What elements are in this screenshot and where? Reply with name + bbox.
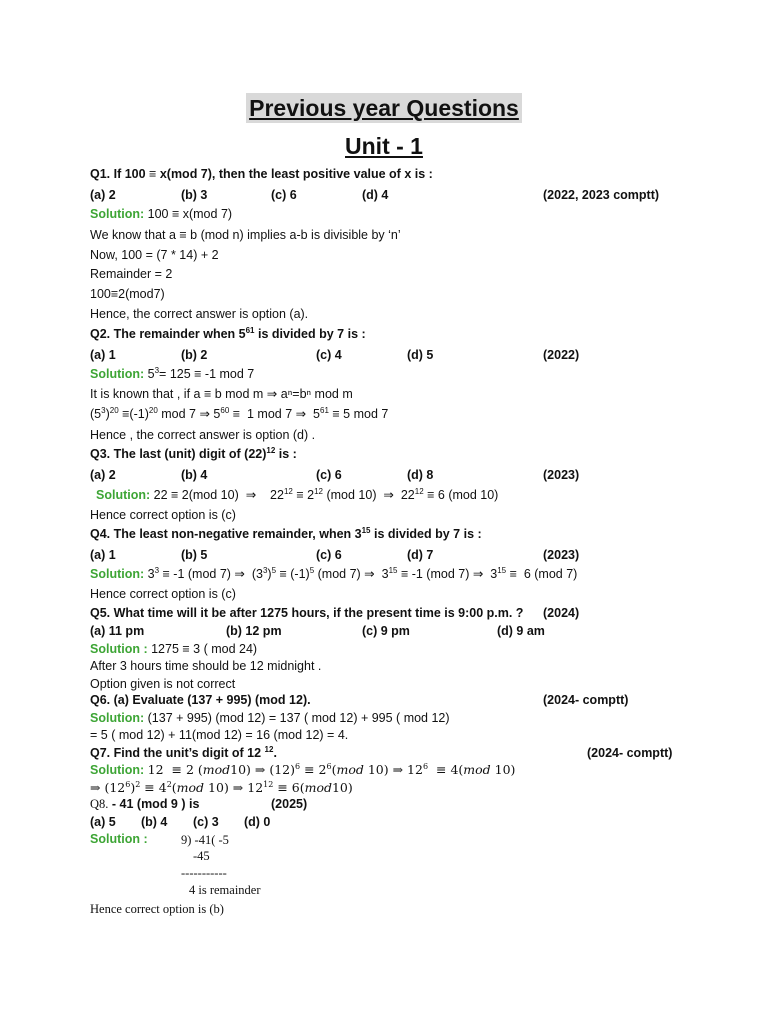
q4-option-c: (c) 6 — [316, 548, 342, 562]
q8-option-d: (d) 0 — [244, 815, 271, 829]
q1-year: (2022, 2023 comptt) — [543, 188, 660, 202]
q5-solution: Solution : 1275 ≡ 3 ( mod 24) — [90, 642, 258, 656]
q4-option-a: (a) 1 — [90, 548, 116, 562]
q8-option-a: (a) 5 — [90, 815, 116, 829]
q5-line: After 3 hours time should be 12 midnight . — [90, 659, 322, 673]
q3-option-a: (a) 2 — [90, 468, 116, 482]
q1-question: Q1. If 100 ≡ x(mod 7), then the least positive value of x is : — [90, 167, 433, 181]
q2-line: Hence , the correct answer is option (d) . — [90, 428, 316, 442]
q7-year: (2024- comptt) — [587, 746, 673, 760]
q2-option-b: (b) 2 — [181, 348, 208, 362]
q4-option-d: (d) 7 — [407, 548, 434, 562]
q5-option-d: (d) 9 am — [497, 624, 545, 638]
q1-line: We know that a ≡ b (mod n) implies a-b is divisible by ‘n’ — [90, 228, 401, 242]
q2-solution: Solution: $5^3= 125 \equiv -1$ mod 7 — [90, 366, 255, 381]
unit-heading: Unit - 1 — [345, 133, 423, 159]
q3-solution: Solution: 22 ≡ 2(mod 10) ⇒ $22^{12} \equiv 2^{12}$ (mod 10) ⇒ $22^{12} \equiv 6$ (mod 10) — [96, 487, 499, 502]
page-title: Previous year Questions — [246, 93, 522, 123]
q6-solution: Solution: (137 + 995) (mod 12) = 137 ( mod 12) + 995 ( mod 12) — [90, 711, 450, 725]
q6-question: Q6. (a) Evaluate (137 + 995) (mod 12). — [90, 693, 311, 707]
q8-work-line: 4 is remainder — [189, 883, 261, 897]
q6-line: = 5 ( mod 12) + 11(mod 12) = 16 (mod 12) = 4. — [90, 728, 349, 742]
q1-option-d: (d) 4 — [362, 188, 389, 202]
q8-line: Hence correct option is (b) — [90, 902, 224, 916]
q8-solution-label: Solution : — [90, 832, 148, 846]
title-container — [0, 93, 768, 123]
q4-line: Hence correct option is (c) — [90, 587, 236, 601]
q5-question: Q5. What time will it be after 1275 hours, if the present time is 9:00 p.m. ? — [90, 606, 524, 620]
q1-option-a: (a) 2 — [90, 188, 116, 202]
q8-option-c: (c) 3 — [193, 815, 219, 829]
q5-year: (2024) — [543, 606, 580, 620]
q3-option-b: (b) 4 — [181, 468, 208, 482]
q7-question: Q7. Find the unit’s digit of 12 $^{12}$. — [90, 745, 277, 760]
q2-option-a: (a) 1 — [90, 348, 116, 362]
q1-line: Now, 100 = (7 * 14) + 2 — [90, 248, 219, 262]
q1-option-b: (b) 3 — [181, 188, 208, 202]
q2-line: $(5^3)^{20} \equiv(-1)^{20}$ mod 7 ⇒ $5^{60} \equiv 1$ mod 7 ⇒ $5^{61} \equiv 5$ mod 7 — [90, 406, 389, 421]
q1-line: Remainder = 2 — [90, 267, 173, 281]
q4-year: (2023) — [543, 548, 580, 562]
q8-question: Q8. - 41 (mod 9 ) is — [90, 797, 200, 811]
q2-option-c: (c) 4 — [316, 348, 342, 362]
q1-solution: Solution: 100 ≡ x(mod 7) — [90, 207, 233, 221]
q3-option-d: (d) 8 — [407, 468, 434, 482]
q5-line: Option given is not correct — [90, 677, 236, 691]
q5-option-c: (c) 9 pm — [362, 624, 410, 638]
unit-container — [0, 132, 768, 160]
q2-question: Q2. The remainder when $5^{61}$ is divided by 7 is : — [90, 326, 366, 341]
q4-solution: Solution: $3^3 \equiv -1$ (mod 7) ⇒ $(3^3)^5 \equiv (-1)^5$ (mod 7) ⇒ $3^{15} \equiv -1$ (mod 7) ⇒ $3^{15} \equiv 6$ (mod 7) — [90, 566, 578, 581]
q4-option-b: (b) 5 — [181, 548, 208, 562]
q3-question: Q3. The last (unit) digit of $(22)^{12}$ is : — [90, 446, 297, 461]
q7-solution: Solution: 12 ≡ 2 (mod10) ⇒ $(12)^6 \equiv 2^6(mod$ 10) ⇒ $12^6 \equiv 4(mod$ 10) — [90, 762, 516, 777]
q8-work-divider: ----------- — [181, 866, 227, 880]
q2-option-d: (d) 5 — [407, 348, 434, 362]
q8-year: (2025) — [271, 797, 308, 811]
q2-year: (2022) — [543, 348, 580, 362]
q3-year: (2023) — [543, 468, 580, 482]
q5-option-b: (b) 12 pm — [226, 624, 282, 638]
q7-line: ⇒ $(12^6)^2 \equiv 4^2(mod$ 10) ⇒ $12^{12} \equiv 6(mod10)$ — [90, 780, 353, 795]
q8-work-line: -45 — [193, 849, 210, 863]
q6-year: (2024- comptt) — [543, 693, 629, 707]
solution-label: Solution: — [90, 207, 145, 221]
q8-option-b: (b) 4 — [141, 815, 168, 829]
q3-option-c: (c) 6 — [316, 468, 342, 482]
q1-line: 100≡2(mod7) — [90, 287, 165, 301]
q1-option-c: (c) 6 — [271, 188, 297, 202]
q2-line: It is known that , if a ≡ b mod m ⇒ aⁿ=bⁿ mod m — [90, 387, 353, 401]
q3-line: Hence correct option is (c) — [90, 508, 236, 522]
q1-line: Hence, the correct answer is option (a). — [90, 307, 309, 321]
q5-option-a: (a) 11 pm — [90, 624, 145, 638]
q8-work-line: 9) -41( -5 — [181, 833, 229, 847]
q4-question: Q4. The least non-negative remainder, when $3^{15}$ is divided by 7 is : — [90, 526, 482, 541]
